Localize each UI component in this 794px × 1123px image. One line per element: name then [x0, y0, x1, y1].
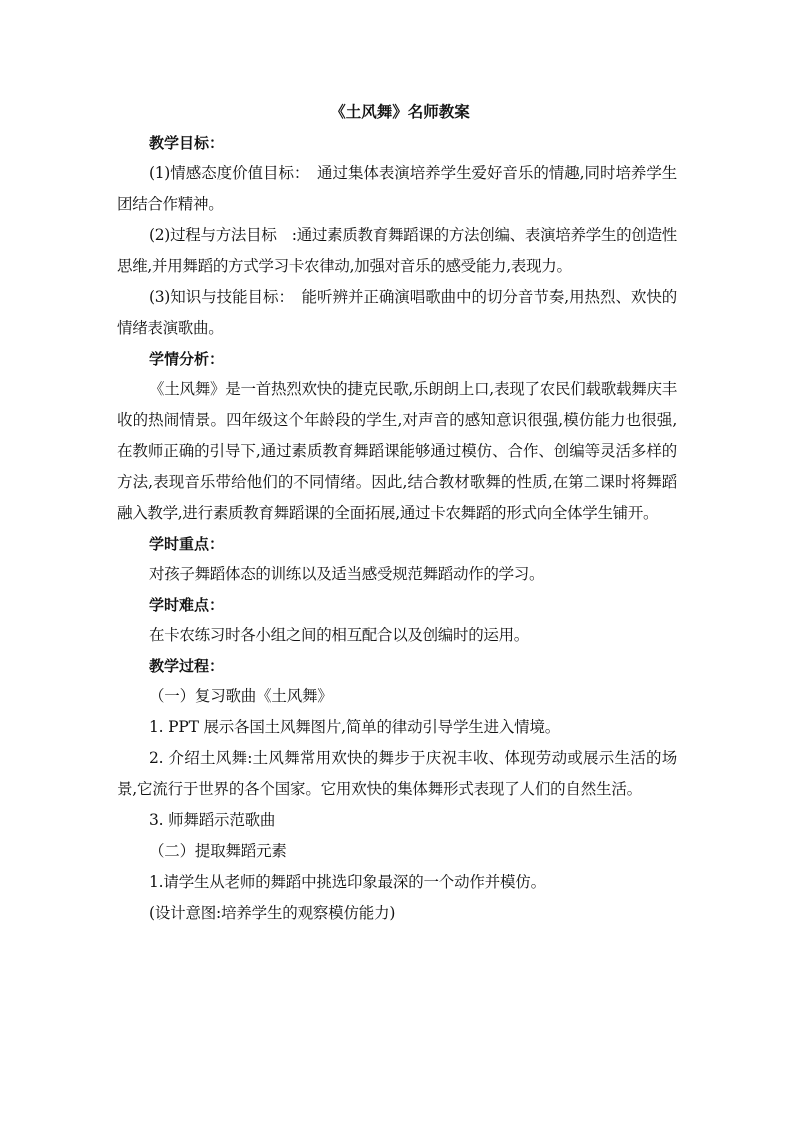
teaching-goals-heading: 教学目标：	[149, 134, 225, 152]
section-review-song: （一）复习歌曲《土风舞》	[149, 687, 333, 705]
step-students-imitate: 1.请学生从老师的舞蹈中挑选印象最深的一个动作并模仿。	[149, 873, 546, 891]
goal-process-method: (2)过程与方法目标 :通过素质教育舞蹈课的方法创编、表演培养学生的创造性思维,并用舞蹈的方式学习卡农律动,加强对音乐的感受能力,表现力。	[117, 226, 677, 275]
process-heading: 教学过程：	[149, 657, 225, 675]
goal-knowledge-skill: (3)知识与技能目标： 能听辨并正确演唱歌曲中的切分音节奏,用热烈、欢快的情绪表演歌曲。	[117, 288, 677, 337]
analysis-heading: 学情分析：	[149, 350, 225, 368]
difficulties-paragraph: 在卡农练习时各小组之间的相互配合以及创编时的运用。	[149, 626, 530, 644]
section-extract-elements: （二）提取舞蹈元素	[149, 842, 287, 860]
step-teacher-demo: 3. 师舞蹈示范歌曲	[149, 811, 276, 829]
difficulties-heading: 学时难点：	[149, 596, 225, 614]
key-points-heading: 学时重点：	[149, 535, 225, 553]
document-title: 《土风舞》名师教案	[330, 102, 470, 121]
design-intent-note: (设计意图:培养学生的观察模仿能力)	[149, 904, 396, 922]
goal-emotion: (1)情感态度价值目标： 通过集体表演培养学生爱好音乐的情趣,同时培养学生团结合作精神。	[117, 164, 677, 213]
step-introduce-dance: 2. 介绍土风舞:土风舞常用欢快的舞步于庆祝丰收、体现劳动或展示生活的场景,它流行于世界的各个国家。它用欢快的集体舞形式表现了人们的自然生活。	[117, 749, 677, 798]
lesson-plan-body	[117, 102, 677, 929]
key-points-paragraph: 对孩子舞蹈体态的训练以及适当感受规范舞蹈动作的学习。	[149, 565, 545, 583]
step-ppt-display: 1. PPT 展示各国土风舞图片,简单的律动引导学生进入情境。	[149, 718, 561, 736]
analysis-paragraph: 《土风舞》是一首热烈欢快的捷克民歌,乐朗朗上口,表现了农民们载歌载舞庆丰收的热闹情景。四年级这个年龄段的学生,对声音的感知意识很强,模仿能力也很强,在教师正确的引导下,通过素质教育舞蹈课能够通过模仿、合作、创编等灵活多样的方法,表现音乐带给他们的不同情绪。因此,结合教材歌舞的性质,在第二课时将舞蹈融入教学,进行素质教育舞蹈课的全面拓展,通过卡农舞蹈的形式向全体学生铺开。	[117, 380, 677, 522]
